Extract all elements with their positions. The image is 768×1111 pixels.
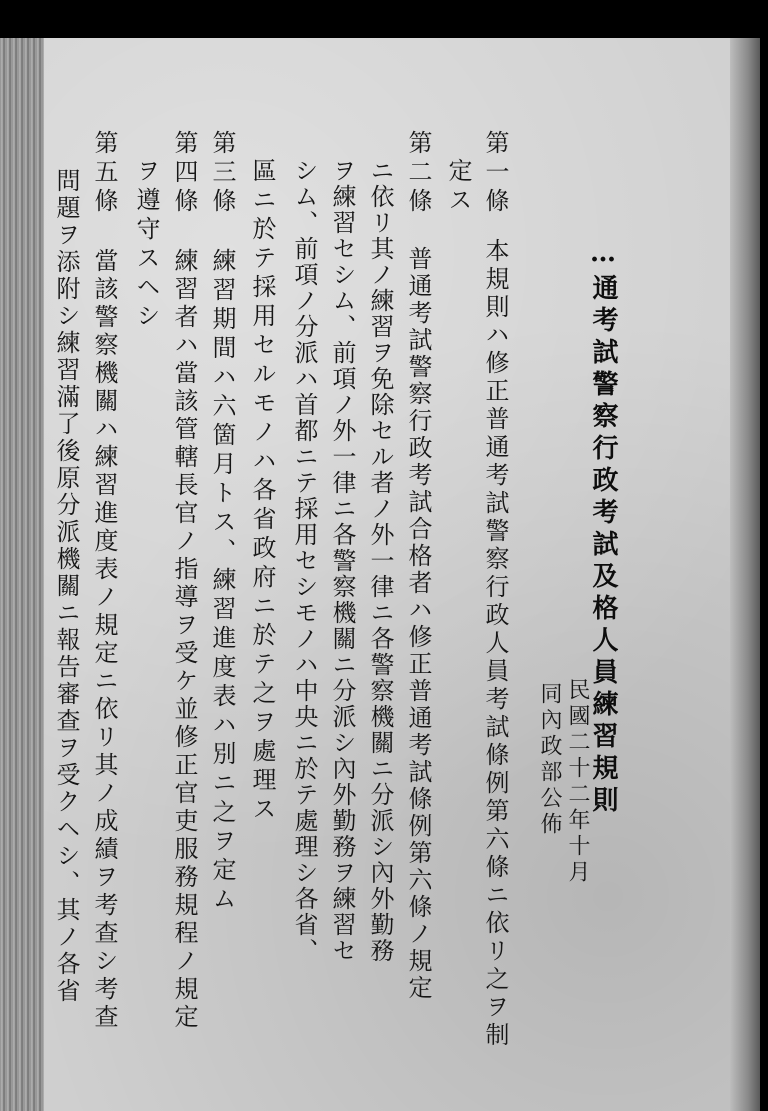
article-2-line-4: シム、前項ノ分派ハ首都ニテ採用セシモノハ中央ニ於テ處理シ各省、 (290, 158, 318, 964)
article-2-line-1: 普通考試警察行政考試合格者ハ修正普通考試條例第六條ノ規定 (404, 246, 432, 1002)
document-publisher: 同內政部公佈 (537, 682, 562, 838)
page-edge-left (0, 38, 44, 1111)
document-title: …通考試警察行政考試及格人員練習規則 (588, 238, 618, 818)
article-4-heading: 第四條 (170, 130, 198, 217)
article-1-heading: 第一條 (481, 130, 509, 217)
page-edge-right (730, 38, 760, 1111)
article-4-line-1: 練習者ハ當該管轄長官ノ指導ヲ受ケ並修正官吏服務規程ノ規定 (170, 248, 198, 1032)
article-3-line-1: 練習期間ハ六箇月トス、練習進度表ハ別ニ之ヲ定ム (208, 248, 236, 915)
article-5-line-2: 問題ヲ添附シ練習滿了後原分派機關ニ報告審查ヲ受クヘシ、其ノ各省 (52, 168, 80, 1005)
article-2-line-5: 區ニ於テ採用セルモノハ各省政府ニ於テ之ヲ處理ス (248, 158, 276, 825)
article-4-line-2: ヲ遵守スヘシ (132, 158, 160, 332)
article-2-heading: 第二條 (404, 130, 432, 217)
article-2-line-3: ヲ練習セシム、前項ノ外一律ニ各警察機關ニ分派シ內外勤務ヲ練習セ (328, 158, 356, 964)
article-1-line-2: 定ス (444, 158, 472, 216)
document-page (0, 38, 760, 1111)
article-2-line-2: ニ依リ其ノ練習ヲ免除セル者ノ外一律ニ各警察機關ニ分派シ內外勤務 (366, 158, 394, 964)
document-date: 民國二十二年十月 (565, 678, 590, 886)
article-3-heading: 第三條 (208, 130, 236, 217)
article-5-line-1: 當該警察機關ハ練習進度表ノ規定ニ依リ其ノ成績ヲ考查シ考查 (90, 248, 118, 1032)
article-5-heading: 第五條 (90, 130, 118, 217)
article-1-line-1: 本規則ハ修正普通考試警察行政人員考試條例第六條ニ依リ之ヲ制 (481, 238, 509, 1050)
